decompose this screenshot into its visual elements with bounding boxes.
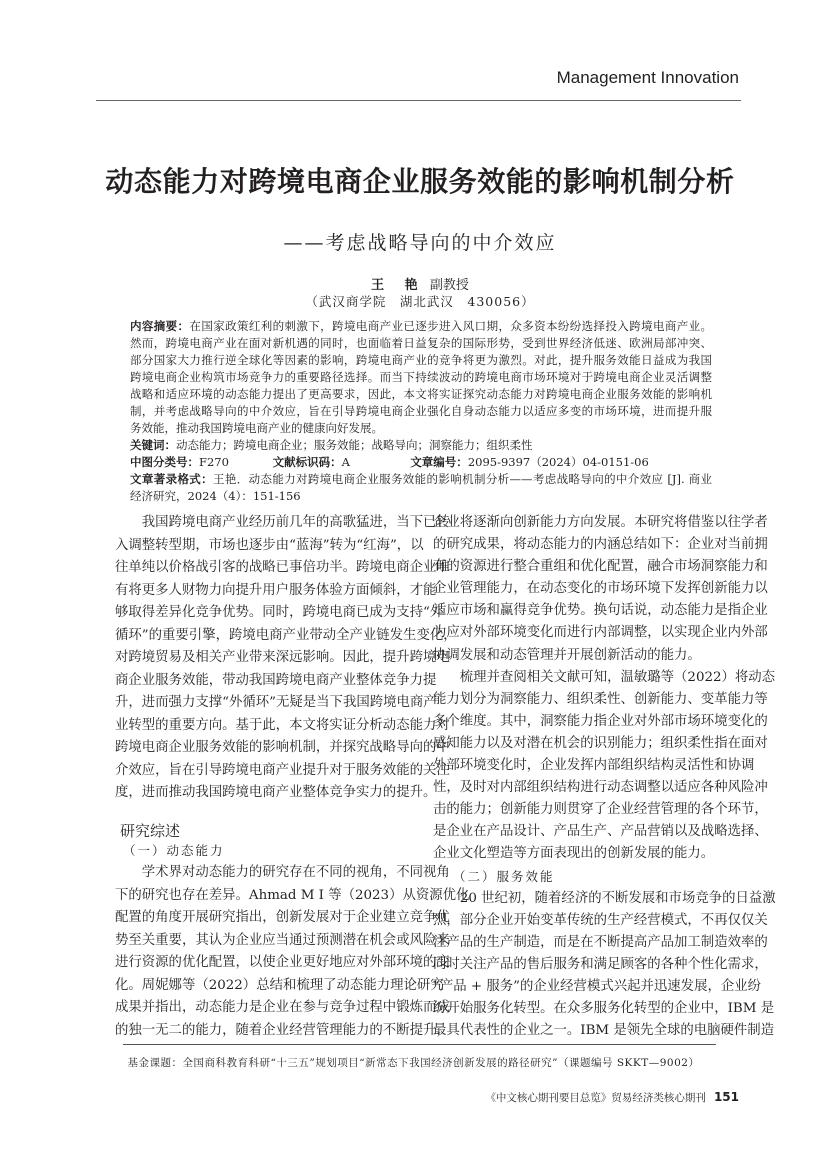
text-line: 最具代表性的企业之一。IBM 是领先全球的电脑硬件制造 [433,1023,775,1039]
article-no-label: 文章编号： [410,455,468,469]
classification-line [130,454,712,471]
text-line: 化。周妮娜等（2022）总结和梳理了动态能力理论研究 [115,977,444,993]
footnote-rule [123,1044,716,1045]
citation-line [130,488,712,505]
article-subtitle: ——考虑战略导向的中介效应 [283,232,557,254]
author-line [0,274,827,293]
text-line: 协调发展和动态管理并开展创新活动的能力。 [433,647,701,663]
text-line: 进行资源的优化配置，以使企业更好地应对外部环境的变 [115,955,450,970]
left-column-intro [115,512,457,805]
text-line: “产品 + 服务”的企业经营模式兴起并迅速发展，企业纷 [433,978,762,994]
text-line: 配置的角度开展研究指出，创新发展对于企业建立竞争优 [115,910,450,925]
abstract-block [130,318,712,505]
text-line: 跨境电商企业服务效能的影响机制，并探究战略导向的中 [115,740,450,755]
abstract-text-segment: 然而，跨境电商产业在面对新机遇的同时，也面临着日益复杂的国际形势，受到世界经济低迷、欧洲局部冲突、 [130,336,712,350]
keywords-line [130,437,712,454]
text-line: 20 世纪初，随着经济的不断发展和市场竞争的日益激 [459,890,776,906]
abstract-text [130,318,712,437]
funding-footnote: 基金课题：全国商科教育科研“十三五”规划项目“新常态下我国经济创新发展的路径研究”（课题编号 SKKT—9002） [127,1057,700,1069]
text-line: 纷开始服务化转型。在众多服务化转型的企业中，IBM 是 [433,1001,775,1017]
text-line: 商企业服务效能，带动我国跨境电商产业整体竞争力提 [115,672,437,688]
text-line: 企业文化塑造等方面表现出的创新发展的能力。 [433,846,715,862]
citation-line [130,471,712,488]
page-footer [485,1090,739,1105]
text-line: 烈，部分企业开始变革传统的生产经营模式，不再仅仅关 [433,912,768,928]
text-line: 梳理并查阅相关文献可知，温敏璐等（2022）将动态 [459,669,776,685]
keywords-value: 动态能力；跨境电商企业；服务效能；战略导向；洞察能力；组织柔性 [176,438,533,452]
citation-text-segment: 经济研究，2024（4）：151-156 [130,489,301,503]
right-column [433,512,776,1042]
left-column-dynamic-capability [115,862,470,1042]
text-line: 有的资源进行整合重组和优化配置，融合市场洞察能力和 [433,559,768,575]
text-line: 能力划分为洞察能力、组织柔性、创新能力、变革能力等 [433,691,768,707]
text-line: 注产品的生产制造，而是在不断提高产品加工制造效率的 [433,934,768,950]
text-line: 性，及时对内部组织结构进行动态调整以适应各种风险冲 [433,780,768,796]
text-line: 企业将逐渐向创新能力方向发展。本研究将借鉴以往学者 [433,515,768,530]
author-title: 副教授 [429,278,469,293]
footer-journal: 《中文核心期刊要目总览》贸易经济类核心期刊 [485,1092,706,1104]
abstract-line [130,335,712,352]
text-line: 多个维度。其中，洞察能力指企业对外部市场环境变化的 [433,713,768,729]
subheading-dynamic-capability: （一）动态能力 [123,843,225,858]
text-line: 是企业在产品设计、产品生产、产品营销以及战略选择、 [433,824,768,840]
text-line: 外部环境变化时，企业发挥内部组织结构灵活性和协调 [433,758,755,774]
text-line: 够取得差异化竞争优势。同时，跨境电商已成为支持“外 [115,605,444,620]
text-line: 学术界对动态能力的研究存在不同的视角，不同视角 [141,865,450,880]
article-no-value: 2095-9397（2024）04-0151-06 [467,455,649,469]
abstract-line [130,386,712,403]
author-affiliation: （武汉商学院 湖北武汉 430056） [305,294,535,309]
text-line: 循环”的重要引擎，跨境电商产业带动全产业链发生变化， [115,627,457,643]
text-line: 击的能力；创新能力则贯穿了企业经营管理的各个环节， [433,802,768,818]
doc-code-value: A [341,455,350,469]
citation-text-segment: 王艳．动态能力对跨境电商企业服务效能的影响机制分析——考虑战略导向的中介效应 [J]. 商业 [213,472,713,486]
text-line: 介效应，旨在引导跨境电商产业提升对于服务效能的关注 [115,762,450,778]
journal-section-header: Management Innovation [556,68,739,87]
author-name: 王 艳 [371,278,426,293]
subheading-service-efficiency: （二）服务效能 [453,868,555,884]
text-line: 入调整转型期，市场也逐步由“蓝海”转为“红海”，以 [115,537,424,553]
abstract-label: 内容摘要： [130,319,190,333]
text-line: 我国跨境电商产业经历前几年的高歌猛进，当下已转 [141,515,450,530]
abstract-text-segment: 制，并考虑战略导向的中介效应，旨在引导跨境电商企业强化自身动态能力以适应多变的市场环境，进而提升服 [130,404,712,418]
text-line: 对跨境贸易及相关产业带来深远影响。因此，提升跨境电 [115,650,450,665]
keywords-label: 关键词： [130,438,176,452]
text-line: 的研究成果，将动态能力的内涵总结如下：企业对当前拥 [433,537,768,553]
abstract-line [130,318,712,335]
text-line: 适应市场和赢得竞争优势。换句话说，动态能力是指企业 [433,603,768,619]
abstract-line [130,403,712,420]
text-line: 业转型的重要方向。基于此，本文将实证分析动态能力对 [115,717,450,733]
doc-code-label: 文献标识码： [272,455,342,469]
abstract-line [130,369,712,386]
abstract-line [130,352,712,369]
abstract-text-segment: 务效能，推动我国跨境电商产业的健康向好发展。 [130,421,383,435]
page-number: 151 [713,1090,739,1104]
clc-value: F270 [199,455,229,469]
abstract-text-segment: 在国家政策红利的刺激下，跨境电商产业已逐步进入风口期，众多资本纷纷选择投入跨境电商产业。 [189,319,713,333]
section-heading: 研究综述 [120,822,181,840]
citation-block [130,471,712,505]
text-line: 同时关注产品的售后服务和满足顾客的各种个性化需求， [433,956,768,972]
header-rule [96,100,741,101]
text-line: 往单纯以价格战引客的战略已事倍功半。跨境电商企业唯 [115,560,450,575]
text-line: 下的研究也存在差异。Ahmad M I 等（2023）从资源优化 [115,887,470,903]
text-line: 升，进而强力支撑“外循环”无疑是当下我国跨境电商产 [115,695,437,710]
abstract-text-segment: 战略和适应环境的动态能力提出了更高要求，因此，本文将实证探究动态能力对跨境电商企业服务效能的影响机 [130,387,712,401]
text-line: 度，进而推动我国跨境电商产业整体竞争实力的提升。 [115,785,437,800]
article-title: 动态能力对跨境电商企业服务效能的影响机制分析 [105,165,735,198]
abstract-line [130,420,712,437]
text-line: 势至关重要，其认为企业应当通过预测潜在机会或风险来 [115,932,450,948]
text-line: 企业管理能力，在动态变化的市场环境下发挥创新能力以 [433,581,768,597]
clc-label: 中图分类号： [130,455,199,469]
text-line: 为应对外部环境变化而进行内部调整，以实现企业内外部 [433,625,768,641]
text-line: 成果并指出，动态能力是企业在参与竞争过程中锻炼而成 [115,1000,450,1015]
text-line: 的独一无二的能力，随着企业经营管理能力的不断提升， [115,1022,450,1038]
text-line: 感知能力以及对潜在机会的识别能力；组织柔性指在面对 [433,735,768,751]
abstract-text-segment: 跨境电商企业构筑市场竞争力的重要路径选择。而当下持续波动的跨境电商市场环境对于跨境电商企业灵活调整 [130,370,712,384]
abstract-text-segment: 部分国家大力推行逆全球化等因素的影响，跨境电商产业的竞争将更为激烈。对此，提升服务效能日益成为我国 [130,353,712,367]
text-line: 有将更多人财物力向提升用户服务体验方面倾斜，才能 [115,582,437,598]
citation-label: 文章著录格式： [130,472,214,486]
